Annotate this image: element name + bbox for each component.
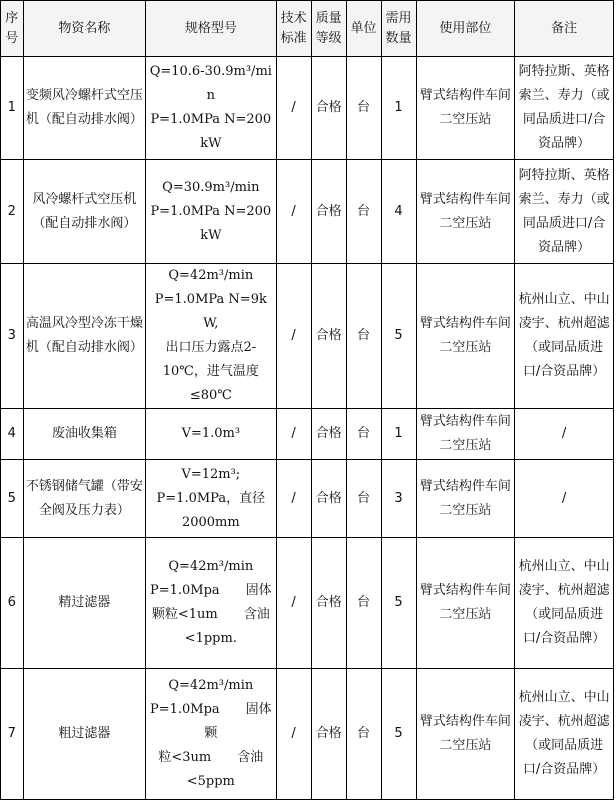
cell-dept: 臂式结构件车间二空压站: [416, 264, 515, 409]
cell-remark: 阿特拉斯、英格索兰、寿力（或同品质进口/合资品牌）: [515, 160, 614, 264]
cell-quality: 合格: [311, 538, 346, 669]
cell-name: 不锈钢储气罐（带安全阀及压力表）: [23, 460, 145, 538]
cell-unit: 台: [346, 160, 381, 264]
cell-name: 粗过滤器: [23, 669, 145, 800]
cell-unit: 台: [346, 669, 381, 800]
cell-seq: 1: [1, 57, 24, 160]
cell-quality: 合格: [311, 409, 346, 460]
cell-unit: 台: [346, 538, 381, 669]
spec-line: Q=10.6-30.9m³/min: [149, 64, 272, 103]
cell-name: 变频风冷螺杆式空压机（配自动排水阀）: [23, 57, 145, 160]
cell-dept: 臂式结构件车间二空压站: [416, 669, 515, 800]
header-qty: 需用数量: [381, 1, 416, 57]
cell-spec: [146, 669, 277, 800]
cell-remark: 杭州山立、中山凌宇、杭州超滤（或同品质进口/合资品牌）: [515, 669, 614, 800]
cell-qty: 5: [381, 538, 416, 669]
cell-spec: [146, 538, 277, 669]
cell-name: 废油收集箱: [23, 409, 145, 460]
table-body: [1, 57, 614, 800]
header-remark: 备注: [515, 1, 614, 57]
cell-seq: 2: [1, 160, 24, 264]
header-unit: 单位: [346, 1, 381, 57]
cell-quality: 合格: [311, 669, 346, 800]
cell-spec: [146, 409, 277, 460]
spec-line: Q=30.9m³/min: [162, 179, 260, 195]
spec-line: <1ppm.: [184, 631, 237, 646]
cell-unit: 台: [346, 460, 381, 538]
cell-seq: 7: [1, 669, 24, 800]
cell-qty: 3: [381, 460, 416, 538]
table-row: [1, 460, 614, 538]
cell-dept: 臂式结构件车间二空压站: [416, 538, 515, 669]
table-row: [1, 669, 614, 800]
cell-name: 高温风冷型冷冻干燥机（配自动排水阀）: [23, 264, 145, 409]
header-dept: 使用部位: [416, 1, 515, 57]
cell-quality: 合格: [311, 460, 346, 538]
table-row: [1, 264, 614, 409]
spec-line: 出口压力露点2-: [165, 340, 257, 355]
spec-line: P=1.0MPa N=9kW,: [154, 292, 267, 331]
cell-tech: /: [276, 409, 311, 460]
cell-remark: 杭州山立、中山凌宇、杭州超滤（或同品质进口/合资品牌）: [515, 264, 614, 409]
cell-name: 精过滤器: [23, 538, 145, 669]
cell-unit: 台: [346, 264, 381, 409]
cell-remark: 杭州山立、中山凌宇、杭州超滤（或同品质进口/合资品牌）: [515, 538, 614, 669]
cell-spec: [146, 160, 277, 264]
spec-line: 颗粒<1um 含油: [151, 607, 270, 622]
spec-line: Q=42m³/min: [168, 268, 254, 283]
cell-qty: 1: [381, 409, 416, 460]
header-spec: 规格型号: [146, 1, 277, 57]
cell-dept: 臂式结构件车间二空压站: [416, 160, 515, 264]
cell-qty: 5: [381, 264, 416, 409]
cell-dept: 臂式结构件车间二空压站: [416, 460, 515, 538]
cell-name: 风冷螺杆式空压机（配自动排水阀）: [23, 160, 145, 264]
table-row: [1, 538, 614, 669]
cell-quality: 合格: [311, 160, 346, 264]
spec-line: V=12m³;: [181, 466, 241, 482]
cell-remark: 阿特拉斯、英格索兰、寿力（或同品质进口/合资品牌）: [515, 57, 614, 160]
cell-remark: /: [515, 409, 614, 460]
spec-line: P=1.0MPa N=200kW: [150, 203, 272, 243]
spec-line: 2000mm: [181, 514, 240, 530]
spec-line: <5ppm: [186, 774, 235, 789]
spec-line: ≤80℃: [189, 388, 232, 403]
cell-remark: /: [515, 460, 614, 538]
cell-seq: 4: [1, 409, 24, 460]
cell-seq: 5: [1, 460, 24, 538]
spec-line: P=1.0Mpa 固体: [149, 583, 272, 598]
cell-seq: 3: [1, 264, 24, 409]
cell-quality: 合格: [311, 57, 346, 160]
header-quality: 质量等级: [311, 1, 346, 57]
cell-unit: 台: [346, 57, 381, 160]
cell-tech: /: [276, 57, 311, 160]
spec-line: Q=42m³/min: [168, 559, 254, 574]
spec-line: Q=42m³/min: [168, 678, 254, 693]
header-name: 物资名称: [23, 1, 145, 57]
table-row: [1, 160, 614, 264]
spec-line: 粒<3um 含油: [158, 750, 264, 765]
cell-seq: 6: [1, 538, 24, 669]
cell-spec: [146, 460, 277, 538]
spec-line: 10℃，进气温度: [162, 364, 259, 379]
cell-tech: /: [276, 160, 311, 264]
cell-qty: 4: [381, 160, 416, 264]
cell-dept: 臂式结构件车间二空压站: [416, 409, 515, 460]
cell-unit: 台: [346, 409, 381, 460]
cell-dept: 臂式结构件车间二空压站: [416, 57, 515, 160]
header-row: [1, 1, 614, 57]
spec-line: P=1.0MPa，直径: [156, 490, 266, 506]
header-seq: 序号: [1, 1, 24, 57]
cell-tech: /: [276, 538, 311, 669]
spec-line: V=1.0m³: [181, 426, 241, 441]
cell-tech: /: [276, 264, 311, 409]
cell-qty: 5: [381, 669, 416, 800]
table-row: [1, 409, 614, 460]
cell-quality: 合格: [311, 264, 346, 409]
table-row: [1, 57, 614, 160]
header-tech: 技术标准: [276, 1, 311, 57]
cell-tech: /: [276, 460, 311, 538]
cell-spec: [146, 264, 277, 409]
cell-spec: [146, 57, 277, 160]
cell-tech: /: [276, 669, 311, 800]
spec-line: P=1.0Mpa 固体颗: [149, 702, 272, 741]
spec-line: P=1.0MPa N=200kW: [150, 112, 272, 151]
cell-qty: 1: [381, 57, 416, 160]
